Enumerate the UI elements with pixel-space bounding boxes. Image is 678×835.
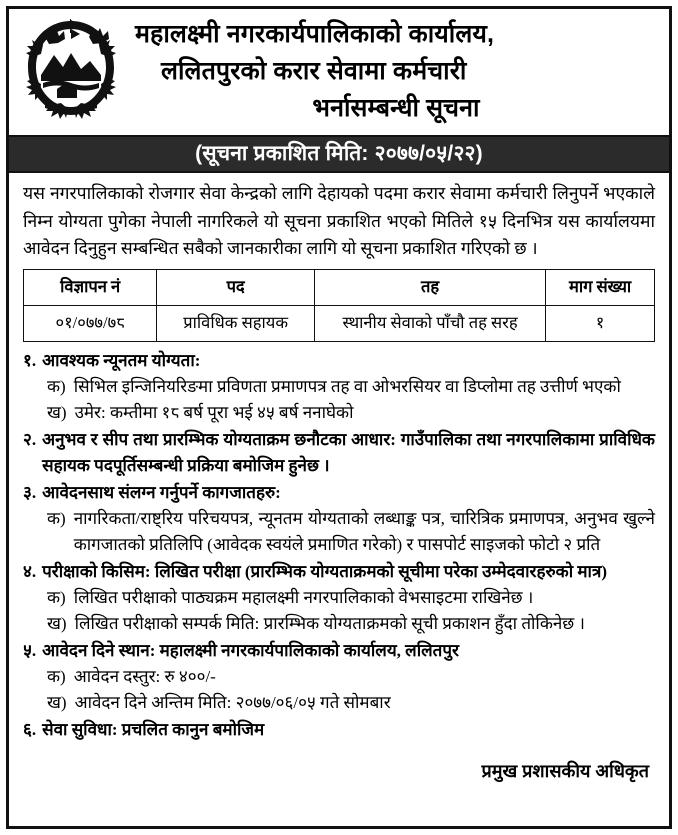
section-2-number: २. [23,429,37,449]
section-6-title: सेवा सुविधा: प्रचलित कानुन बमोजिम [42,719,265,739]
column-header-level: तह [315,269,546,305]
section-3-subitem-a [23,506,655,558]
section-2-title: अनुभव र सीप तथा प्रारम्भिक योग्यताक्रम छनौटका आधार: गाउँपालिका तथा नगरपालिकामा प्राविधिक सहायक पदपूर्तिसम्बन्धी प्रक्रिया बमोजिम हुनेछ । [42,429,655,475]
section-5-subitem-a-marker: क) [47,666,66,686]
column-header-post: पद [157,269,315,305]
section-4 [23,559,655,637]
section-3 [23,480,655,558]
notice-border-frame [6,6,672,829]
page-title-line-2: ललितपुरको करार सेवामा कर्मचारी [161,57,467,85]
section-4-heading [23,559,655,585]
publication-date-band: (सूचना प्रकाशित मिति: २०७७/०५/२२) [9,137,669,173]
signatory-title: प्रमुख प्रशासकीय अधिकृत [481,760,649,781]
section-5-title: आवेदन दिने स्थान: महालक्ष्मी नगरकार्यपालिकाको कार्यालय, ललितपुर [42,640,459,660]
section-1-subitem-a-text: सिभिल इन्जिनियरिङमा प्रविणता प्रमाणपत्र तह वा ओभरसियर वा डिप्लोमा तह उत्तीर्ण भएको [73,376,621,396]
section-2 [23,427,655,479]
section-4-subitem-a-text: लिखित परीक्षाको पाठ्यक्रम महालक्ष्मी नगरपालिकाको वेभसाइटमा राखिनेछ । [73,587,534,607]
section-3-heading [23,480,655,506]
section-4-title: परीक्षाको किसिम: लिखित परीक्षा (प्रारम्भिक योग्यताक्रमको सूचीमा परेका उम्मेदवारहरुको मात्र) [42,561,607,581]
section-6-heading [23,717,655,743]
section-3-title: आवेदनसाथ संलग्न गर्नुपर्ने कागजातहरु: [42,482,281,502]
section-1-subitem-a [23,374,655,400]
section-5-subitem-b-marker: ख) [47,692,67,712]
notice-header [9,9,669,137]
application-deadline-text: आवेदन दिने अन्तिम मिति: २०७७/०६/०५ गते सोमबार [74,692,391,712]
section-1-subitem-b [23,400,655,426]
page-title-line-3: भर्नासम्बन्धी सूचना [312,94,480,122]
section-1-heading [23,348,655,374]
section-5 [23,638,655,716]
section-6-number: ६. [23,719,37,739]
section-3-subitem-a-text: नागरिकता/राष्ट्रिय परिचयपत्र, न्यूनतम योग्यताको लब्धाङ्क पत्र, चारित्रिक प्रमाणपत्र, अनुभव खुल्ने कागजातको प्रतिलिपि (आवेदक स्वयंले प्रमाणित गरेको) र पासपोर्ट साइजको फोटो २ प्रति [73,508,655,554]
section-5-heading [23,638,655,664]
section-4-subitem-b [23,611,655,637]
section-3-subitem-a-marker: क) [47,508,66,528]
section-1-subitem-b-text: उमेर: कम्तीमा १८ बर्ष पूरा भई ४५ बर्ष ननाघेको [74,402,354,422]
section-4-subitem-a [23,585,655,611]
notice-title-block [125,15,661,127]
section-5-subitem-a [23,664,655,690]
section-4-number: ४. [23,561,37,581]
section-1-subitem-a-marker: क) [47,376,66,396]
section-1-subitem-b-marker: ख) [47,402,67,422]
emblem-container [17,15,125,125]
section-6 [23,717,655,743]
section-3-number: ३. [23,482,37,502]
section-1 [23,348,655,426]
cell-ad-no: ०१/०७७/७८ [24,305,157,341]
column-header-ad-no: विज्ञापन नं [24,269,157,305]
cell-quantity: १ [546,305,655,341]
page-title-line-1: महालक्ष्मी नगरकार्यपालिकाको कार्यालय, [135,20,495,48]
column-header-quantity: माग संख्या [546,269,655,305]
section-2-heading [23,427,655,479]
table-row [24,305,655,341]
intro-paragraph: यस नगरपालिकाको रोजगार सेवा केन्द्रको लागि देहायको पदमा करार सेवामा कर्मचारी लिनुपर्ने भएकाले निम्न योग्यता पुगेका नेपाली नागरिकले यो सूचना प्रकाशित भएको मितिले १५ दिनभित्र यस कार्यालयमा आवेदन दिनुहुन सम्बन्धित सबैको जानकारीका लागि यो सूचना प्रकाशित गरिएको छ । [23,183,655,258]
vacancy-table [23,269,655,342]
application-fee-text: आवेदन दस्तुर: रु ४००/- [73,666,216,686]
section-4-subitem-a-marker: क) [47,587,66,607]
cell-post: प्राविधिक सहायक [157,305,315,341]
table-header-row [24,269,655,305]
section-5-subitem-b [23,690,655,716]
section-1-title: आवश्यक न्यूनतम योग्यता: [42,350,201,370]
section-1-number: १. [23,350,37,370]
notice-body [9,173,669,826]
cell-level: स्थानीय सेवाको पाँचौ तह सरह [315,305,546,341]
mahalaxmi-municipality-emblem-icon [21,17,121,125]
section-5-number: ५. [23,640,37,660]
section-4-subitem-b-text: लिखित परीक्षाको सम्पर्क मिति: प्रारम्भिक योग्यताक्रमको सूची प्रकाशन हुँदा तोकिनेछ । [74,613,585,633]
section-4-subitem-b-marker: ख) [47,613,67,633]
